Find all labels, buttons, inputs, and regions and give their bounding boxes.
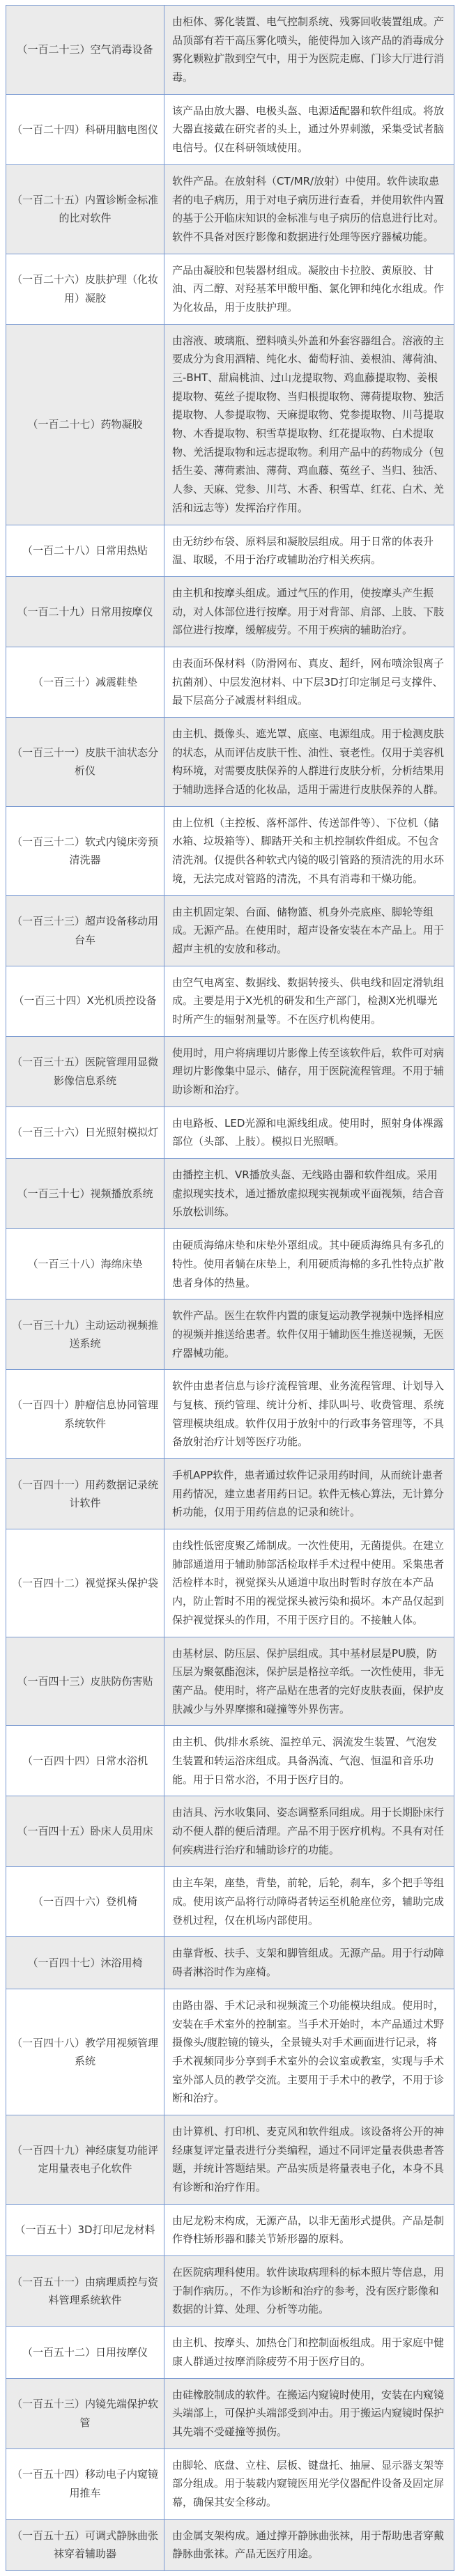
item-label-cell: （一百五十五）可调式静脉曲张袜穿着辅助器 [6,2519,164,2570]
item-description-cell: 手机APP软件，患者通过软件记录用药时间，从而统计患者用药情况，建立患者用药日记。软件无核心算法，无计算分析功能，仅用于用药信息的记录和统计。 [164,1459,454,1529]
table-row [6,1726,454,1796]
item-description-cell: 由上位机（主控板、落杯部件、传送部件等）、下位机（储水箱、垃圾箱等）、脚踏开关和主机控制软件组成。不包含清洗剂。仅提供各种软式内镜的吸引管路的预清洗的用水环境，无法完成对管路的清洗，不具有消毒和干燥功能。 [164,806,454,895]
item-label-cell: （一百四十三）皮肤防伤害贴 [6,1637,164,1726]
item-description-cell: 由主机、按摩头、加热仓门和控制面板组成。用于家庭中健康人群通过按摩消除疲劳不用于医疗目的。 [164,2327,454,2378]
table-row [6,2378,454,2448]
table-row [6,1459,454,1529]
item-description-cell: 产品由凝胶和包装器材组成。凝胶由卡拉胶、黄原胶、甘油、丙二醇、对羟基苯甲酸甲酯、氯化钾和纯化水组成。作为化妆品，用于皮肤护理。 [164,254,454,324]
table-row [6,1989,454,2115]
table-row [6,1106,454,1158]
item-label-cell: （一百二十五）内置诊断金标准的比对软件 [6,164,164,254]
item-description-cell: 由靠背板、扶手、支架和脚管组成。无源产品。用于行动障碍者淋浴时作为座椅。 [164,1937,454,1989]
table-row [6,895,454,966]
table-row [6,525,454,576]
table-row [6,1299,454,1370]
item-description-cell: 由金属支架构成。通过撑开静脉曲张袜，用于帮助患者穿戴静脉曲张袜。产品无医疗用途。 [164,2519,454,2570]
table-row [6,2519,454,2570]
table-row [6,254,454,324]
table-row [6,2256,454,2327]
item-label-cell: （一百二十九）日常用按摩仪 [6,576,164,647]
device-classification-table [6,5,454,2571]
item-label-cell: （一百三十七）视频播放系统 [6,1159,164,1229]
item-label-cell: （一百三十四）X光机质控设备 [6,966,164,1036]
item-description-cell: 由计算机、打印机、麦克风和软件组成。该设备将公开的神经康复评定量表进行分类编程，通过不同评定量表供患者答题，并统计答题结果。产品实质是将量表电子化，本身不具有诊断和治疗作用。 [164,2115,454,2204]
item-description-cell: 由表面环保材料（防滑网布、真皮、超纤，网布喷涂银离子抗菌剂）、中层发泡材料、中下层3D打印定制足弓支撑件、最下层高分子减震材料组成。 [164,647,454,717]
item-description-cell: 软件产品。在放射科（CT/MR/放射）中使用。软件读取患者的电子病历，用于对电子病历进行查看，并使用软件内置的基于公开临床知识的金标准与电子病历的信息进行比对。软件不具备对医疗影像和数据进行处理等医疗器械功能。 [164,164,454,254]
item-label-cell: （一百三十八）海绵床垫 [6,1229,164,1299]
item-description-cell: 由硅橡胶制成的软件。在搬运内窥镜时使用，安装在内窥镜头端部上，可保护头端部受到冲击。用于搬运内窥镜时保护其先端不受碰撞等损伤。 [164,2378,454,2448]
item-description-cell: 由播控主机、VR播放头盔、无线路由器和软件组成。采用虚拟现实技术，通过播放虚拟现实视频或平面视频，结合音乐放松训练。 [164,1159,454,1229]
table-row [6,94,454,164]
item-description-cell: 该产品由放大器、电极头盔、电源适配器和软件组成。将放大器直接戴在研究者的头上，通过外界刺激，采集受试者脑电信号。仅在科研领域使用。 [164,94,454,164]
item-label-cell: （一百二十四）科研用脑电图仪 [6,94,164,164]
table-row [6,2327,454,2378]
item-label-cell: （一百四十四）日常水浴机 [6,1726,164,1796]
item-description-cell: 由空气电离室、数据线、数据转接头、供电线和固定滑轨组成。主要是用于X光机的研发和生产部门，检测X光机曝光时所产生的辐射剂量等。不在医疗机构使用。 [164,966,454,1036]
table-row [6,576,454,647]
item-description-cell: 由无纺纱布袋、原料层和凝胶层组成。用于日常的体表升温、取暖，不用于治疗或辅助治疗相关疾病。 [164,525,454,576]
item-label-cell: （一百四十）肿瘤信息协同管理系统软件 [6,1370,164,1459]
item-label-cell: （一百四十五）卧床人员用床 [6,1796,164,1867]
item-description-cell: 由洁具、污水收集同、姿态调整系同组成。用于长期卧床行动不便人群的便后清理。产品不用于医疗机构。不具有对任何疾病进行治疗和辅助诊疗的功能。 [164,1796,454,1867]
item-label-cell: （一百三十五）医院管理用显微影像信息系统 [6,1036,164,1106]
item-description-cell: 由柜体、雾化装置、电气控制系统、残雾回收装置组成。产品顶部有若干高压雾化喷头，能使得加入该产品的消毒成分雾化颗粒扩散到空气中，用于为医院走廊、门诊大厅进行消毒。 [164,6,454,95]
item-label-cell: （一百四十七）沐浴用椅 [6,1937,164,1989]
table-row [6,2448,454,2519]
item-description-cell: 由主机、供/排水系统、温控单元、涡流发生装置、气泡发生装置和转运浴床组成。具备涡流、气泡、恒温和音乐功能。用于日常水浴，不用于医疗目的。 [164,1726,454,1796]
table-row [6,806,454,895]
item-label-cell: （一百二十六）皮肤护理（化妆用）凝胶 [6,254,164,324]
item-label-cell: （一百二十八）日常用热贴 [6,525,164,576]
item-label-cell: （一百三十二）软式内镜床旁预清洗器 [6,806,164,895]
item-label-cell: （一百五十一）由病理质控与资料管理系统软件 [6,2256,164,2327]
item-label-cell: （一百四十八）教学用视频管理系统 [6,1989,164,2115]
item-label-cell: （一百三十九）主动运动视频推送系统 [6,1299,164,1370]
item-description-cell: 由主机固定架、台面、储物篮、机身外壳底座、脚轮等组成。无源产品。在使用时，超声设备安装在本产品上。用于超声主机的安放和移动。 [164,895,454,966]
table-row [6,2115,454,2204]
item-description-cell: 由路由器、手术记录和视频流三个功能模块组成。使用时，安装在手术室外的控制室。当手术开始时，本产品通过术野摄像头/腹腔镜的镜头，全景镜头对手术画面进行记录，将手术视频同步分享到手术室外的会议室或教室，实现与手术室外部人员的教学交流。主要用于手术中的教学，不用于诊断和治疗。 [164,1989,454,2115]
item-label-cell: （一百三十三）超声设备移动用台车 [6,895,164,966]
item-description-cell: 软件由患者信息与诊疗流程管理、业务流程管理、计划导入与复核、预约管理、统计分析、排队叫号、收费管理、系统管理模块组成。软件仅用于放射中的行政事务管理等，不具备放射治疗计划等医疗功能。 [164,1370,454,1459]
item-description-cell: 由主机、摄像头、遮光罩、底座、电源组成。用于检测皮肤的状态，从而评估皮肤干性、油性、衰老性。仅用于美容机构环境，对需要皮肤保养的人群进行皮肤分析，分析结果用于辅助选择合适的化妆品，适用于需进行皮肤保养的人群。 [164,718,454,807]
item-description-cell: 使用时，用户将病理切片影像上传至该软件后，软件可对病理切片影像集中显示、储存，用于医院流程管理。不用于辅助诊断和治疗。 [164,1036,454,1106]
table-row [6,647,454,717]
item-label-cell: （一百五十二）日用按摩仪 [6,2327,164,2378]
table-row [6,1637,454,1726]
item-label-cell: （一百五十）3D打印尼龙材料 [6,2204,164,2255]
item-description-cell: 软件产品。医生在软件内置的康复运动教学视频中选择相应的视频并推送给患者。软件仅用于辅助医生推送视频，无医疗器械功能。 [164,1299,454,1370]
item-description-cell: 由溶液、玻璃瓶、塑料喷头外盖和外套容器组合。溶液的主要成分为食用酒精、纯化水、葡萄籽油、姜根油、薄荷油、三-BHT、甜扁桃油、过山龙提取物、鸡血藤提取物、姜根提取物、菟丝子提取物、当归根提取物、薄荷提取物、独活提取物、人参提取物、天麻提取物、党参提取物、川芎提取物、木香提取物、积雪草提取物、红花提取物、白术提取物、羌活提取物和远志提取物。利用产品中的药物成分（包括生姜、薄荷素油、薄荷、鸡血藤、菟丝子、当归、独活、人参、天麻、党参、川芎、木香、积雪草、红花、白术、羌活和远志等）发挥治疗作用。 [164,324,454,525]
item-label-cell: （一百三十一）皮肤干油状态分析仪 [6,718,164,807]
item-label-cell: （一百五十三）内镜先端保护软管 [6,2378,164,2448]
table-row [6,6,454,95]
device-table-body [6,6,454,2571]
table-row [6,718,454,807]
table-row [6,1937,454,1989]
table-row [6,1529,454,1637]
table-row [6,1370,454,1459]
item-label-cell: （一百四十六）登机椅 [6,1867,164,1937]
table-row [6,1867,454,1937]
item-description-cell: 由电路板、LED光源和电源线组成。使用时，照射身体裸露部位（头部、上肢）。模拟日光照晒。 [164,1106,454,1158]
item-label-cell: （一百四十一）用药数据记录统计软件 [6,1459,164,1529]
table-row [6,324,454,525]
item-description-cell: 由硬质海绵床垫和床垫外罩组成。其中硬质海绵具有多孔的特性。使用者躺在床垫上，利用硬质海棉的多孔性特点扩散患者身体的热量。 [164,1229,454,1299]
item-label-cell: （一百四十二）视觉探头保护袋 [6,1529,164,1637]
table-row [6,966,454,1036]
item-label-cell: （一百三十六）日光照射模拟灯 [6,1106,164,1158]
table-row [6,1036,454,1106]
table-row [6,164,454,254]
item-description-cell: 由线性低密度聚乙烯制成。一次性使用，无菌提供。在建立肺部通道用于辅助肺部活检取样手术过程中使用。采集患者活检样本时，视觉探头从通道中取出时暂时存放在本产品内，防止暂时不用的视觉探头被污染和损坏。本产品仅起到保护视觉探头的作用，不用于医疗目的。不接触人体。 [164,1529,454,1637]
item-description-cell: 由主车架，座垫，背垫，前轮，后轮，刹车，多个把手等组成。使用该产品将行动障碍者转运至机舱座位旁，辅助完成登机过程，仅在机场内部使用。 [164,1867,454,1937]
item-description-cell: 由主机和按摩头组成。通过气压的作用，使按摩头产生振动，对人体部位进行按摩。用于对背部、肩部、上肢、下肢部位进行按摩，缓解疲劳。不用于疾病的辅助治疗。 [164,576,454,647]
item-label-cell: （一百四十九）神经康复功能评定用量表电子化软件 [6,2115,164,2204]
item-label-cell: （一百五十四）移动电子内窥镜用推车 [6,2448,164,2519]
item-description-cell: 由基材层、防压层、保护层组成。其中基材层是PU膜，防压层为聚氨酯泡沫，保护层是格拉辛纸。一次性使用，非无菌产品。使用时，将产品贴在患者的完好皮肤表面，保护皮肤减少与外界摩擦和碰撞等外界伤害。 [164,1637,454,1726]
item-description-cell: 由脚轮、底盘、立柱、层板、键盘托、抽屉、显示器支架等部分组成。用于装载内窥镜医用光学仪器配件设备及固定屏幕，确保其安全移动。 [164,2448,454,2519]
item-label-cell: （一百二十七）药物凝胶 [6,324,164,525]
table-row [6,1229,454,1299]
table-row [6,1159,454,1229]
item-description-cell: 由尼龙粉末构成，无源产品，以非无菌形式提供。产品是制作脊柱矫形器和膝关节矫形器的原料。 [164,2204,454,2255]
item-label-cell: （一百二十三）空气消毒设备 [6,6,164,95]
item-label-cell: （一百三十）减震鞋垫 [6,647,164,717]
table-row [6,2204,454,2255]
table-row [6,1796,454,1867]
item-description-cell: 在医院病理科使用。软件读取病理科的标本照片等信息，用于制作病历。，不作为诊断和治疗的参考，没有医疗影像和数据的计算、处理、分析等功能。 [164,2256,454,2327]
